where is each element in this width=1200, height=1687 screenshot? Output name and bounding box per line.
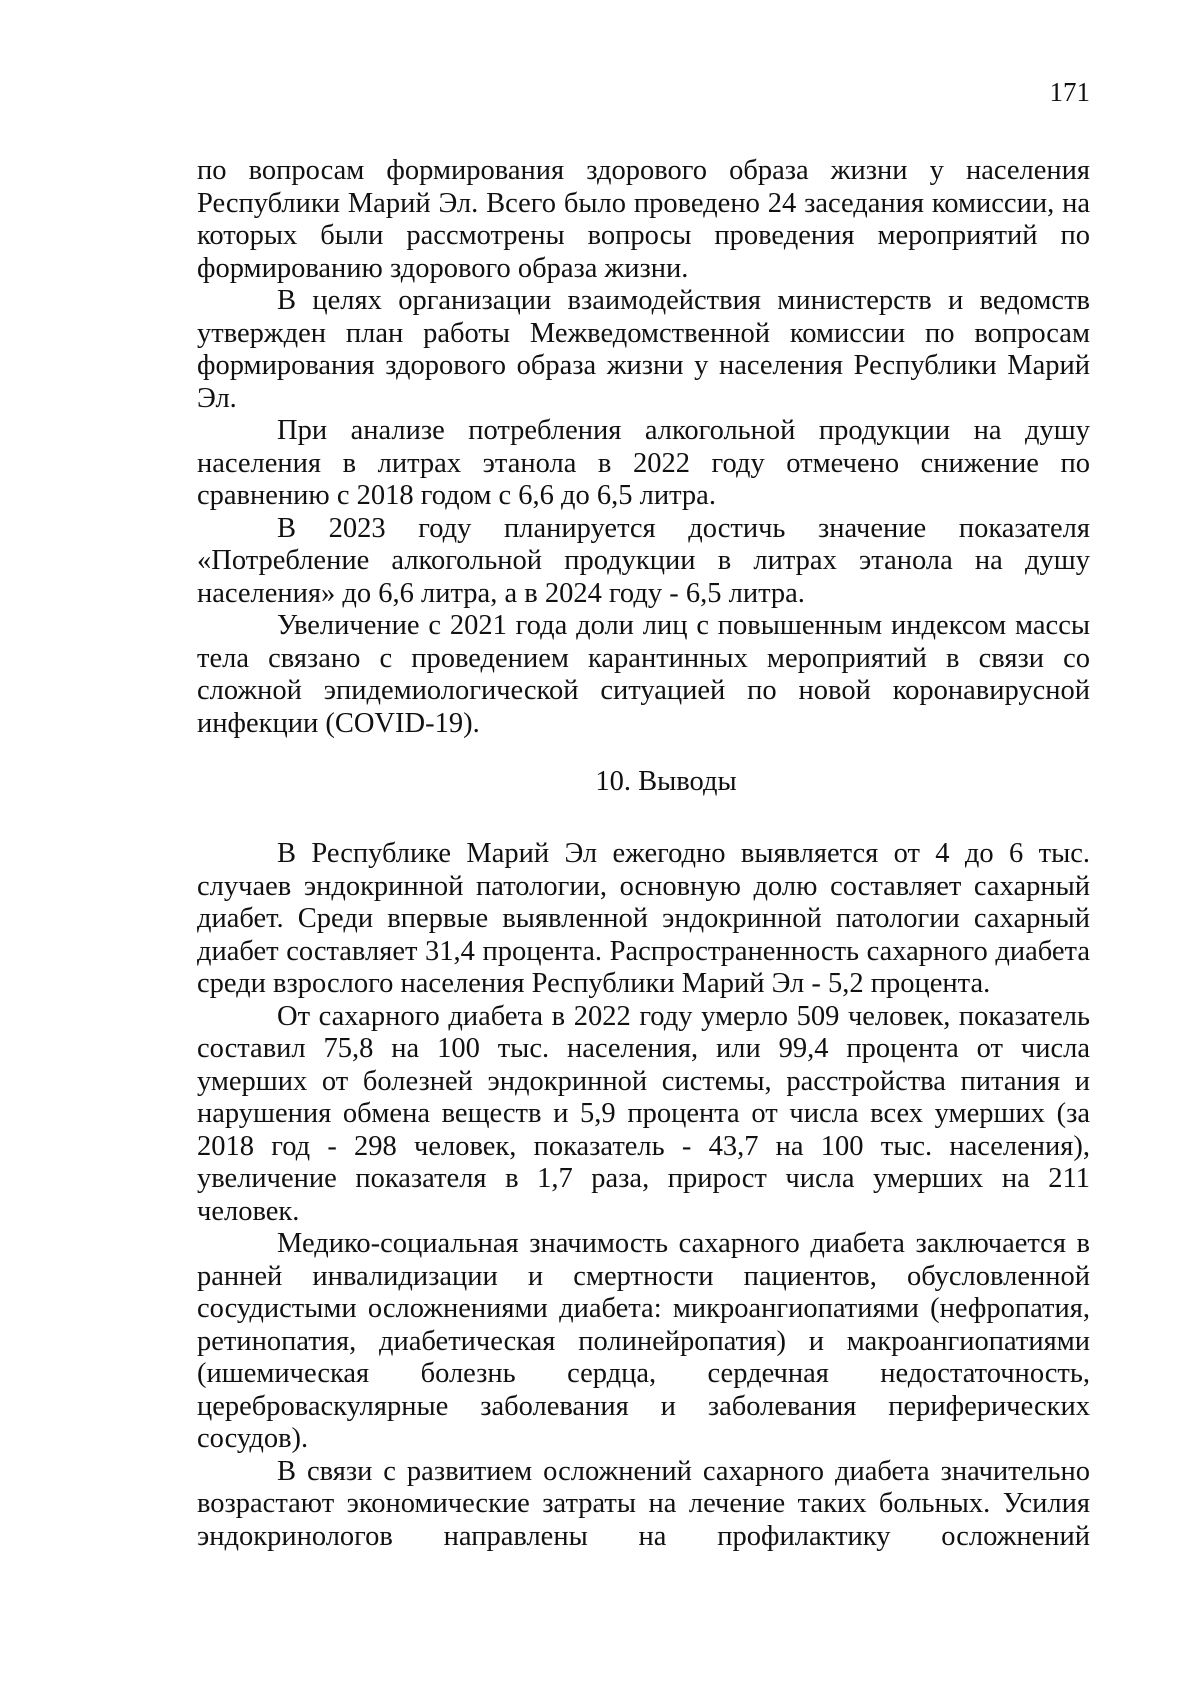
page-number: 171 [1049,77,1090,107]
paragraph: При анализе потребления алкогольной продукции на душу населения в литрах этанола в 2022 году отмечено снижение по сравнению с 2018 годом с 6,6 до 6,5 литра. [197,415,1090,511]
section-heading: 10. Выводы [595,766,737,797]
paragraph: по вопросам формирования здорового образа жизни у населения Республики Марий Эл. Всего было проведено 24 заседания комиссии, на которых были рассмотрены вопросы проведения мероприятий по формированию здорового образа жизни. [197,155,1090,284]
paragraph: Увеличение с 2021 года доли лиц с повышенным индексом массы тела связано с проведением карантинных мероприятий в связи со сложной эпидемиологической ситуацией по новой коронавирусной инфекции (COVID-19). [197,610,1090,739]
paragraph: В связи с развитием осложнений сахарного диабета значительно возрастают экономические затраты на лечение таких больных. Усилия эндокринологов направлены на профилактику осложнений [197,1455,1090,1552]
paragraph: В 2023 году планируется достичь значение показателя «Потребление алкогольной продукции в литрах этанола на душу населения» до 6,6 литра, а в 2024 году - 6,5 литра. [197,512,1090,609]
paragraph: В целях организации взаимодействия министерств и ведомств утвержден план работы Межведомственной комиссии по вопросам формирования здорового образа жизни у населения Республики Марий Эл. [197,285,1090,414]
paragraph: Медико-социальная значимость сахарного диабета заключается в ранней инвалидизации и смертности пациентов, обусловленной сосудистыми осложнениями диабета: микроангиопатиями (нефропатия, ретинопатия, диабетическая полинейропатия) и макроангиопатиями (ишемическая болезнь сердца, сердечная недостаточность, цереброваскулярные заболевания и заболевания периферических сосудов). [197,1228,1090,1454]
body-text-conclusions [197,838,1090,1553]
body-text-upper [197,155,1090,740]
paragraph: От сахарного диабета в 2022 году умерло 509 человек, показатель составил 75,8 на 100 тыс. населения, или 99,4 процента от числа умерших от болезней эндокринной системы, расстройства питания и нарушения обмена веществ и 5,9 процента от числа всех умерших (за 2018 год - 298 человек, показатель - 43,7 на 100 тыс. населения), увеличение показателя в 1,7 раза, прирост числа умерших на 211 человек. [197,1000,1090,1227]
paragraph: В Республике Марий Эл ежегодно выявляется от 4 до 6 тыс. случаев эндокринной патологии, основную долю составляет сахарный диабет. Среди впервые выявленной эндокринной патологии сахарный диабет составляет 31,4 процента. Распространенность сахарного диабета среди взрослого населения Республики Марий Эл - 5,2 процента. [197,838,1090,999]
